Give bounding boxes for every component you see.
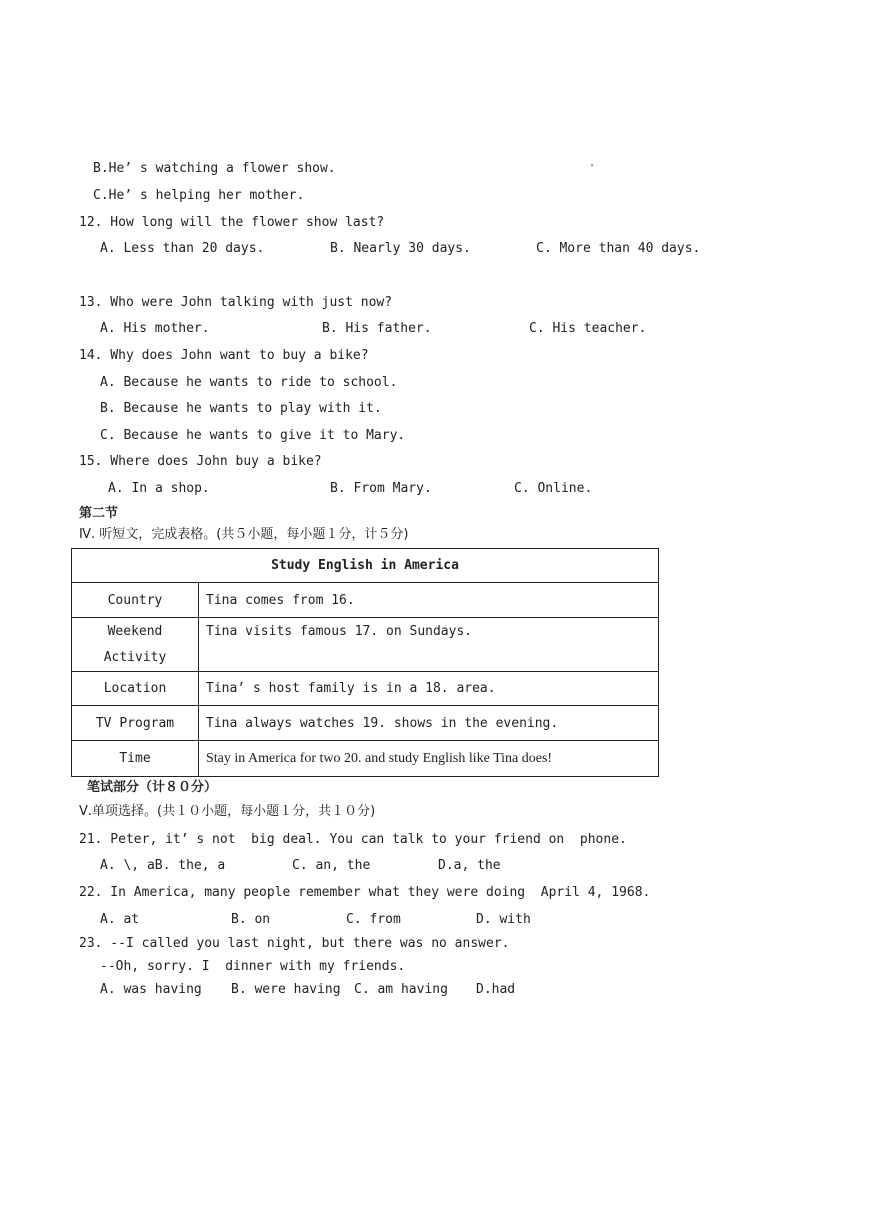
- q23-option-a: A. was having: [100, 982, 202, 997]
- q15-question: 15. Where does John buy a bike?: [79, 454, 322, 469]
- stray-dot: .: [589, 158, 596, 169]
- row-label: Location: [72, 672, 199, 706]
- row-text: Tina visits famous 17. on Sundays.: [199, 618, 659, 672]
- q21-option-c: C. an, the: [292, 858, 371, 873]
- q22-question: 22. In America, many people remember what they were doing April 4, 1968.: [79, 885, 651, 900]
- q21-option-d: D.a, the: [438, 858, 501, 873]
- row-text: Tina’ s host family is in a 18. area.: [199, 672, 659, 706]
- part-5-instructions: Ⅴ.单项选择。(共１０小题，每小题１分，共１０分): [79, 804, 376, 819]
- q15-option-c: C. Online.: [514, 481, 593, 496]
- q23-option-d: D.had: [476, 982, 516, 997]
- q14-question: 14. Why does John want to buy a bike?: [79, 348, 369, 363]
- q13-option-c: C. His teacher.: [529, 321, 647, 336]
- row-text: Tina always watches 19. shows in the evening.: [199, 706, 659, 741]
- q11-option-c: C.He’ s helping her mother.: [93, 188, 305, 203]
- q11-option-b: B.He’ s watching a flower show.: [93, 161, 336, 176]
- section-heading-2: 第二节: [79, 506, 119, 521]
- q23-option-c: C. am having: [354, 982, 448, 997]
- row-text: Stay in America for two 20. and study English like Tina does!: [199, 741, 659, 777]
- q14-option-b: B. Because he wants to play with it.: [100, 401, 382, 416]
- q13-option-a: A. His mother.: [100, 321, 210, 336]
- table-row: [72, 706, 659, 741]
- q12-option-b: B. Nearly 30 days.: [330, 241, 471, 256]
- q13-option-b: B. His father.: [322, 321, 432, 336]
- q14-option-c: C. Because he wants to give it to Mary.: [100, 428, 406, 443]
- q13-question: 13. Who were John talking with just now?: [79, 295, 393, 310]
- written-section-heading: 笔试部分（计８０分）: [87, 780, 218, 795]
- row-label: Time: [72, 741, 199, 777]
- table-row: [72, 741, 659, 777]
- q12-option-a: A. Less than 20 days.: [100, 241, 265, 256]
- q22-option-b: B. on: [231, 912, 271, 927]
- table-row: [72, 583, 659, 618]
- part-4-instructions: Ⅳ. 听短文，完成表格。(共５小题，每小题１分，计５分): [79, 527, 409, 542]
- table-title: Study English in America: [72, 549, 659, 583]
- study-english-table: [71, 548, 659, 777]
- q21-question: 21. Peter, it’ s not big deal. You can talk to your friend on phone.: [79, 832, 627, 847]
- q21-option-ab: A. \, aB. the, a: [100, 858, 226, 873]
- q23-option-b: B. were having: [231, 982, 341, 997]
- row-text: Tina comes from 16.: [199, 583, 659, 618]
- row-label: Weekend Activity: [72, 618, 199, 672]
- row-label: TV Program: [72, 706, 199, 741]
- q15-option-b: B. From Mary.: [330, 481, 432, 496]
- q12-option-c: C. More than 40 days.: [536, 241, 701, 256]
- q14-option-a: A. Because he wants to ride to school.: [100, 375, 398, 390]
- q23-question: 23. --I called you last night, but there was no answer.: [79, 936, 510, 951]
- q22-option-a: A. at: [100, 912, 140, 927]
- q23-reply: --Oh, sorry. I dinner with my friends.: [100, 959, 406, 974]
- row-label: Country: [72, 583, 199, 618]
- q22-option-c: C. from: [346, 912, 401, 927]
- table-row: [72, 672, 659, 706]
- table-row: [72, 618, 659, 672]
- q15-option-a: A. In a shop.: [108, 481, 210, 496]
- q12-question: 12. How long will the flower show last?: [79, 215, 385, 230]
- q22-option-d: D. with: [476, 912, 531, 927]
